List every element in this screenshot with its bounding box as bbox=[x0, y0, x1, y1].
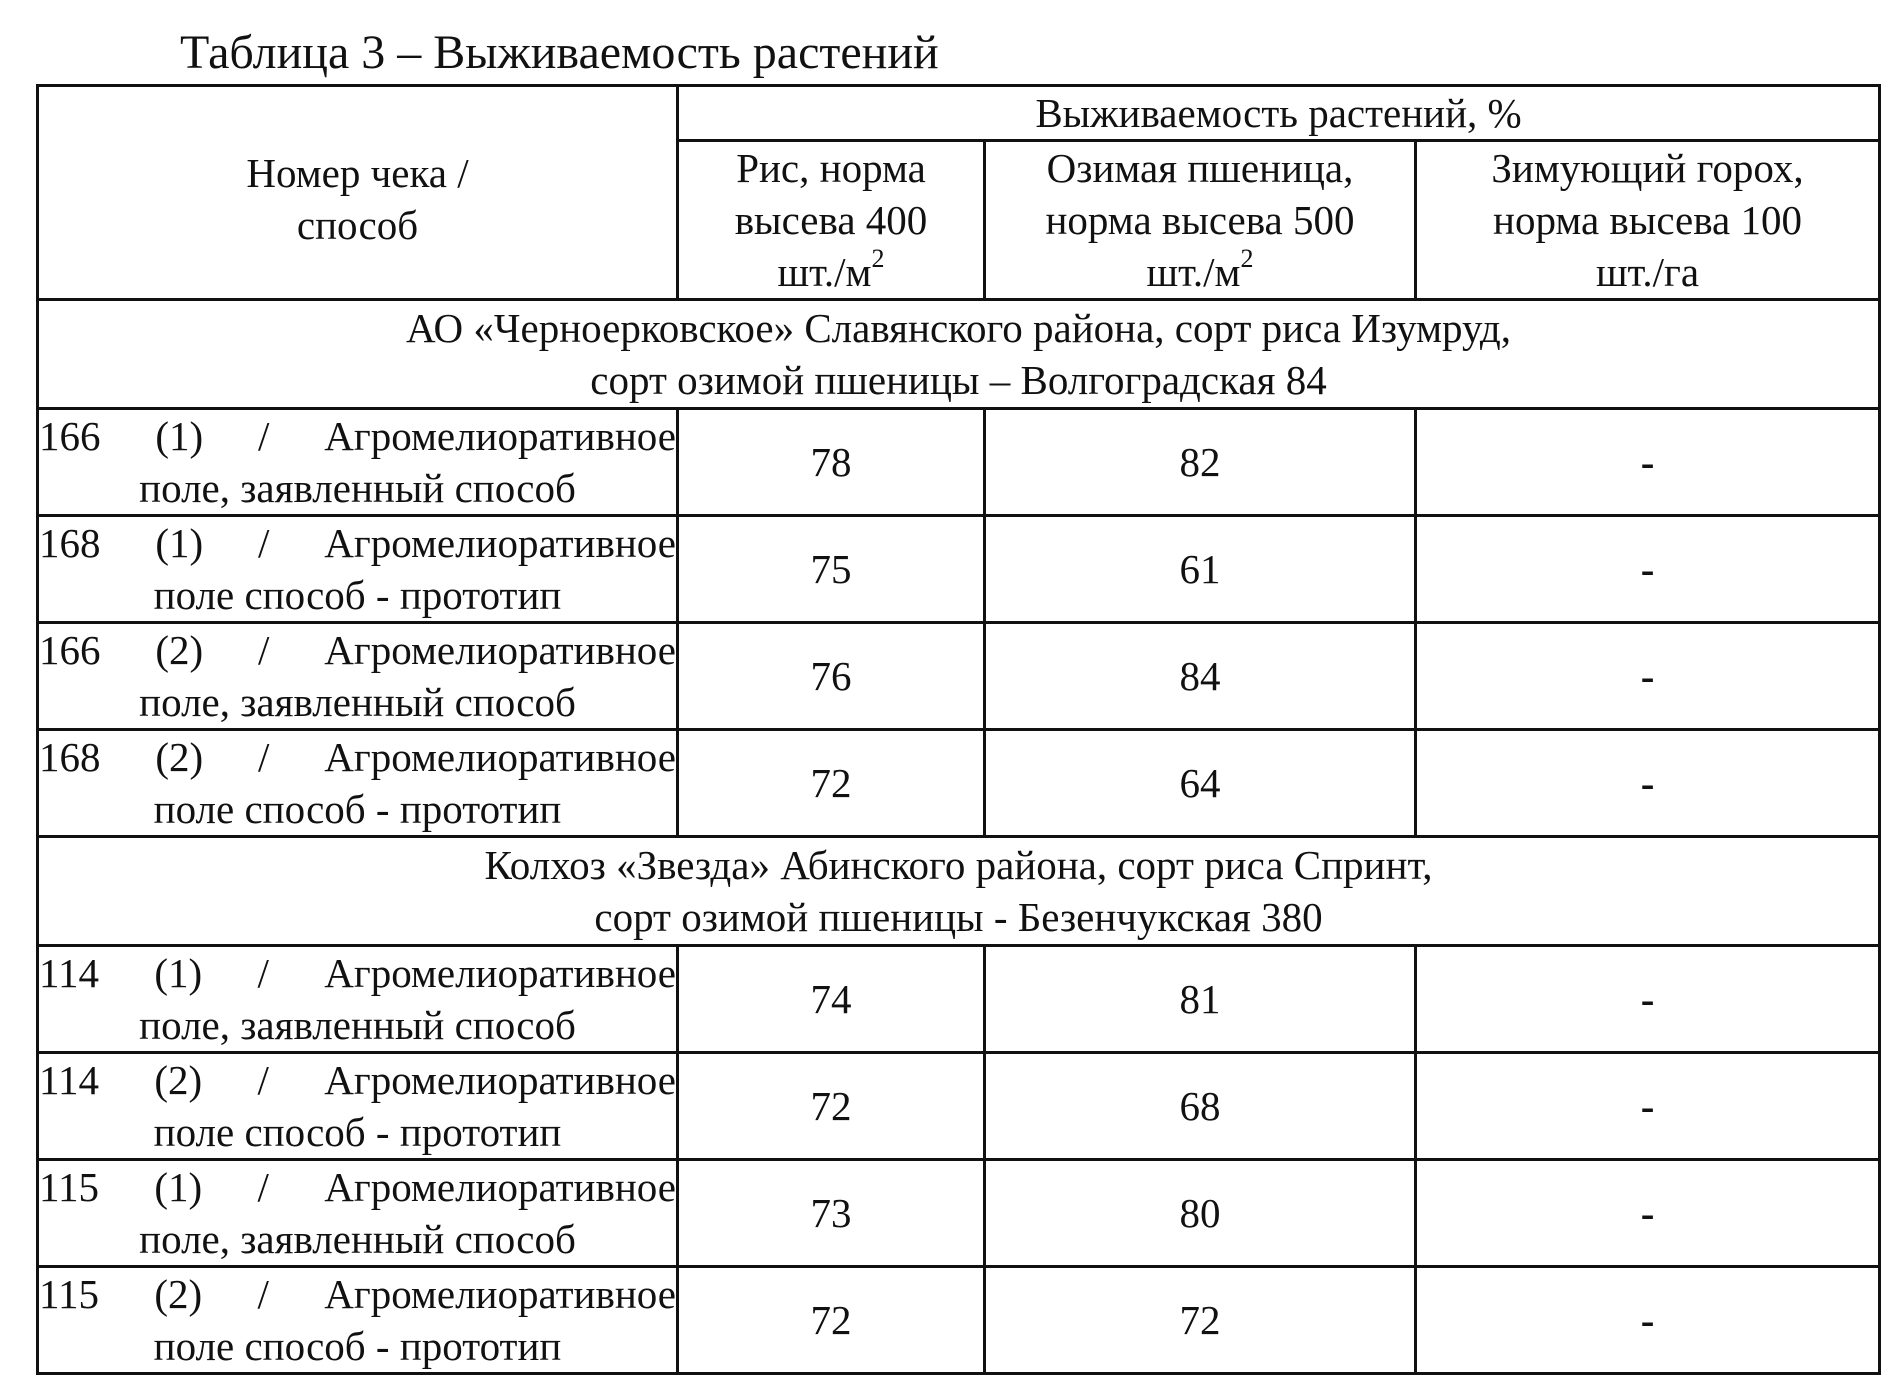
value-cell-wheat bbox=[985, 946, 1416, 1053]
table-row bbox=[38, 730, 1880, 837]
method-line1 bbox=[39, 1161, 676, 1213]
value-cell-rice bbox=[678, 623, 985, 730]
method-slash: / bbox=[257, 1057, 269, 1103]
header-rice bbox=[678, 141, 985, 300]
method-slash: / bbox=[257, 1164, 269, 1210]
method-variant: (1) bbox=[154, 950, 203, 996]
table-row bbox=[38, 1053, 1880, 1160]
method-line1 bbox=[39, 1268, 676, 1320]
method-slash: / bbox=[258, 520, 270, 566]
method-cell bbox=[38, 516, 678, 623]
method-variant: (1) bbox=[155, 520, 204, 566]
table-row bbox=[38, 1160, 1880, 1267]
value-cell-pea bbox=[1416, 409, 1880, 516]
value-pea: - bbox=[1640, 653, 1655, 699]
header-wheat-unit: шт./м bbox=[1146, 249, 1241, 295]
method-cell bbox=[38, 623, 678, 730]
method-slash: / bbox=[258, 413, 270, 459]
method-num: 166 bbox=[39, 627, 101, 673]
header-wheat bbox=[985, 141, 1416, 300]
value-cell-wheat bbox=[985, 623, 1416, 730]
value-wheat: 82 bbox=[1179, 439, 1221, 485]
method-line1 bbox=[39, 731, 676, 783]
value-wheat: 61 bbox=[1179, 546, 1221, 592]
header-pea-line1: Зимующий горох, bbox=[1491, 145, 1804, 191]
header-pea bbox=[1416, 141, 1880, 300]
value-cell-rice bbox=[678, 946, 985, 1053]
method-variant: (1) bbox=[155, 413, 204, 459]
method-line2: поле способ - прототип bbox=[153, 572, 562, 618]
method-num: 168 bbox=[39, 734, 101, 780]
group-title bbox=[38, 837, 1880, 946]
value-rice: 72 bbox=[810, 1083, 852, 1129]
table-row bbox=[38, 516, 1880, 623]
value-cell-wheat bbox=[985, 1160, 1416, 1267]
method-num: 115 bbox=[39, 1164, 99, 1210]
table-row bbox=[38, 946, 1880, 1053]
method-slash: / bbox=[257, 1271, 269, 1317]
value-cell-rice bbox=[678, 730, 985, 837]
method-line1 bbox=[39, 624, 676, 676]
method-num: 114 bbox=[39, 950, 99, 996]
group-title-line2: сорт озимой пшеницы - Безенчукская 380 bbox=[594, 894, 1323, 940]
method-variant: (2) bbox=[155, 627, 204, 673]
method-word: Агромелиоративное bbox=[324, 1164, 676, 1210]
value-wheat: 68 bbox=[1179, 1083, 1221, 1129]
method-line2: поле способ - прототип bbox=[153, 1323, 562, 1369]
value-rice: 76 bbox=[810, 653, 852, 699]
method-cell bbox=[38, 730, 678, 837]
value-pea: - bbox=[1640, 1083, 1655, 1129]
header-method-line1: Номер чека / bbox=[246, 150, 469, 196]
header-wheat-line3 bbox=[986, 246, 1414, 298]
method-cell bbox=[38, 1160, 678, 1267]
header-rice-unit: шт./м bbox=[777, 249, 872, 295]
value-pea: - bbox=[1640, 1190, 1655, 1236]
method-line2: поле способ - прототип bbox=[153, 1109, 562, 1155]
table-row bbox=[38, 409, 1880, 516]
method-cell bbox=[38, 1267, 678, 1374]
value-cell-rice bbox=[678, 1160, 985, 1267]
value-pea: - bbox=[1640, 976, 1655, 1022]
value-cell-rice bbox=[678, 516, 985, 623]
survival-table bbox=[36, 84, 1881, 1375]
header-rice-line1: Рис, норма bbox=[736, 145, 926, 191]
method-word: Агромелиоративное bbox=[324, 413, 676, 459]
value-cell-wheat bbox=[985, 1053, 1416, 1160]
header-rice-line3 bbox=[679, 246, 983, 298]
value-cell-wheat bbox=[985, 409, 1416, 516]
value-cell-pea bbox=[1416, 516, 1880, 623]
value-cell-wheat bbox=[985, 1267, 1416, 1374]
method-num: 115 bbox=[39, 1271, 99, 1317]
value-cell-pea bbox=[1416, 1053, 1880, 1160]
method-num: 114 bbox=[39, 1057, 99, 1103]
method-slash: / bbox=[258, 627, 270, 673]
method-word: Агромелиоративное bbox=[324, 627, 676, 673]
value-wheat: 81 bbox=[1179, 976, 1221, 1022]
value-pea: - bbox=[1640, 546, 1655, 592]
method-line2: поле, заявленный способ bbox=[139, 679, 576, 725]
value-pea: - bbox=[1640, 1297, 1655, 1343]
value-wheat: 64 bbox=[1179, 760, 1221, 806]
header-pea-line3: шт./га bbox=[1595, 249, 1700, 295]
method-line2: поле, заявленный способ bbox=[139, 1216, 576, 1262]
header-wheat-line1: Озимая пшеница, bbox=[1046, 145, 1354, 191]
group-title bbox=[38, 300, 1880, 409]
method-variant: (2) bbox=[154, 1271, 203, 1317]
table-row bbox=[38, 1267, 1880, 1374]
value-cell-pea bbox=[1416, 1160, 1880, 1267]
value-rice: 72 bbox=[810, 1297, 852, 1343]
header-wheat-line2: норма высева 500 bbox=[1045, 197, 1355, 243]
header-method bbox=[38, 86, 678, 300]
value-wheat: 72 bbox=[1179, 1297, 1221, 1343]
table-caption: Таблица 3 – Выживаемость растений bbox=[180, 26, 939, 79]
value-cell-pea bbox=[1416, 946, 1880, 1053]
method-line1 bbox=[39, 517, 676, 569]
method-line2: поле, заявленный способ bbox=[139, 465, 576, 511]
method-cell bbox=[38, 409, 678, 516]
value-pea: - bbox=[1640, 760, 1655, 806]
method-line1 bbox=[39, 1054, 676, 1106]
method-variant: (2) bbox=[155, 734, 204, 780]
method-line2: поле способ - прототип bbox=[153, 786, 562, 832]
method-word: Агромелиоративное bbox=[324, 950, 676, 996]
method-word: Агромелиоративное bbox=[324, 1057, 676, 1103]
method-slash: / bbox=[258, 734, 270, 780]
value-cell-pea bbox=[1416, 1267, 1880, 1374]
value-cell-rice bbox=[678, 1053, 985, 1160]
header-method-line2: способ bbox=[296, 202, 419, 248]
method-word: Агромелиоративное bbox=[324, 1271, 676, 1317]
value-cell-pea bbox=[1416, 730, 1880, 837]
value-rice: 72 bbox=[810, 760, 852, 806]
value-wheat: 80 bbox=[1179, 1190, 1221, 1236]
value-rice: 73 bbox=[810, 1190, 852, 1236]
value-wheat: 84 bbox=[1179, 653, 1221, 699]
header-rice-line2: высева 400 bbox=[734, 197, 928, 243]
method-variant: (2) bbox=[154, 1057, 203, 1103]
method-variant: (1) bbox=[154, 1164, 203, 1210]
group-row bbox=[38, 837, 1880, 946]
method-num: 166 bbox=[39, 413, 101, 459]
value-cell-rice bbox=[678, 409, 985, 516]
value-pea: - bbox=[1640, 439, 1655, 485]
header-rice-unit-sup: 2 bbox=[871, 244, 885, 274]
method-cell bbox=[38, 1053, 678, 1160]
value-rice: 75 bbox=[810, 546, 852, 592]
value-cell-rice bbox=[678, 1267, 985, 1374]
group-title-line1: Колхоз «Звезда» Абинского района, сорт риса Спринт, bbox=[484, 842, 1433, 888]
header-wheat-unit-sup: 2 bbox=[1240, 244, 1254, 274]
method-line1 bbox=[39, 410, 676, 462]
header-pea-line2: норма высева 100 bbox=[1493, 197, 1803, 243]
method-line2: поле, заявленный способ bbox=[139, 1002, 576, 1048]
method-word: Агромелиоративное bbox=[324, 734, 676, 780]
value-rice: 74 bbox=[810, 976, 852, 1022]
table-body bbox=[38, 300, 1880, 1374]
group-title-line2: сорт озимой пшеницы – Волгоградская 84 bbox=[590, 357, 1327, 403]
value-cell-pea bbox=[1416, 623, 1880, 730]
method-word: Агромелиоративное bbox=[324, 520, 676, 566]
value-cell-wheat bbox=[985, 516, 1416, 623]
method-num: 168 bbox=[39, 520, 101, 566]
header-group-title: Выживаемость растений, % bbox=[678, 86, 1880, 141]
group-title-line1: АО «Черноерковское» Славянского района, сорт риса Изумруд, bbox=[405, 305, 1512, 351]
table-row bbox=[38, 623, 1880, 730]
method-slash: / bbox=[257, 950, 269, 996]
method-cell bbox=[38, 946, 678, 1053]
group-row bbox=[38, 300, 1880, 409]
method-line1 bbox=[39, 947, 676, 999]
value-rice: 78 bbox=[810, 439, 852, 485]
value-cell-wheat bbox=[985, 730, 1416, 837]
